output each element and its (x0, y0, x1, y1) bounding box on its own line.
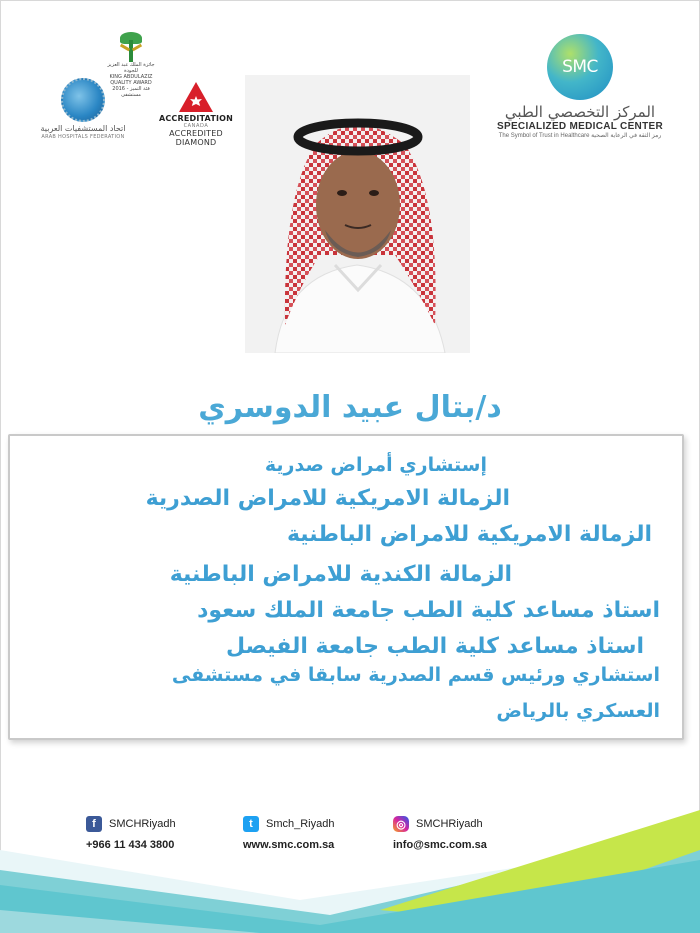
facebook-handle: SMCHRiyadh (109, 818, 176, 830)
accreditation-canada-logo (150, 82, 242, 147)
qualification-line: استاذ مساعد كلية الطب جامعة الفيصل (225, 634, 644, 659)
award-line: مستشفى (121, 92, 141, 98)
facebook-link[interactable] (86, 816, 176, 832)
accreditation-level: ACCREDITED DIAMOND (169, 129, 223, 147)
arab-federation-arabic: اتحاد المستشفيات العربية (40, 124, 126, 133)
footer-waves (0, 790, 700, 933)
award-line: فئة التميز - 2016 (112, 86, 150, 92)
instagram-icon: ◎ (393, 816, 409, 832)
twitter-link[interactable] (243, 816, 334, 832)
accreditation-title: ACCREDITATION (158, 114, 234, 123)
smc-english-name: SPECIALIZED MEDICAL CENTER (497, 121, 663, 132)
qualifications-box (8, 434, 684, 740)
instagram-link[interactable] (393, 816, 483, 832)
facebook-icon: f (86, 816, 102, 832)
smc-logo (480, 34, 680, 139)
arab-federation-english: ARAB HOSPITALS FEDERATION (41, 133, 125, 140)
qualification-line: إستشاري أمراض صدرية (264, 454, 487, 476)
award-line: جائزة الملك عبد العزيز للجودة (107, 62, 155, 74)
qualification-line: الزمالة الامريكية للامراض الصدرية (145, 486, 510, 511)
accreditation-country: CANADA (183, 123, 209, 129)
award-line: KING ABDULAZIZ QUALITY AWARD (109, 74, 153, 86)
qualification-line: استاذ مساعد كلية الطب جامعة الملك سعود (197, 598, 660, 623)
twitter-handle: Smch_Riyadh (266, 818, 335, 830)
smc-tagline: The Symbol of Trust in Healthcare رمز الثقة في الرعاية الصحية (498, 133, 662, 139)
twitter-icon: t (243, 816, 259, 832)
instagram-handle: SMCHRiyadh (416, 818, 483, 830)
phone-number[interactable]: +966 11 434 3800 (86, 839, 175, 851)
smc-mark: SMC (562, 57, 598, 77)
smc-arabic-name: المركز التخصصي الطبي (504, 103, 656, 121)
qualification-line: العسكري بالرياض (496, 700, 660, 722)
email-link[interactable]: info@smc.com.sa (393, 839, 487, 851)
globe-icon (61, 78, 105, 122)
qualification-line: استشاري ورئيس قسم الصدرية سابقا في مستشفى (171, 664, 660, 686)
palm-swords-icon (118, 32, 144, 62)
doctor-name: د/بتال عبيد الدوسري (198, 390, 502, 425)
qualification-line: الزمالة الامريكية للامراض الباطنية (286, 522, 652, 547)
accreditation-mark-icon (178, 82, 214, 112)
smc-circle-icon (547, 34, 613, 100)
doctor-photo (245, 75, 470, 353)
qualification-line: الزمالة الكندية للامراض الباطنية (169, 562, 512, 587)
website-link[interactable]: www.smc.com.sa (243, 839, 335, 851)
